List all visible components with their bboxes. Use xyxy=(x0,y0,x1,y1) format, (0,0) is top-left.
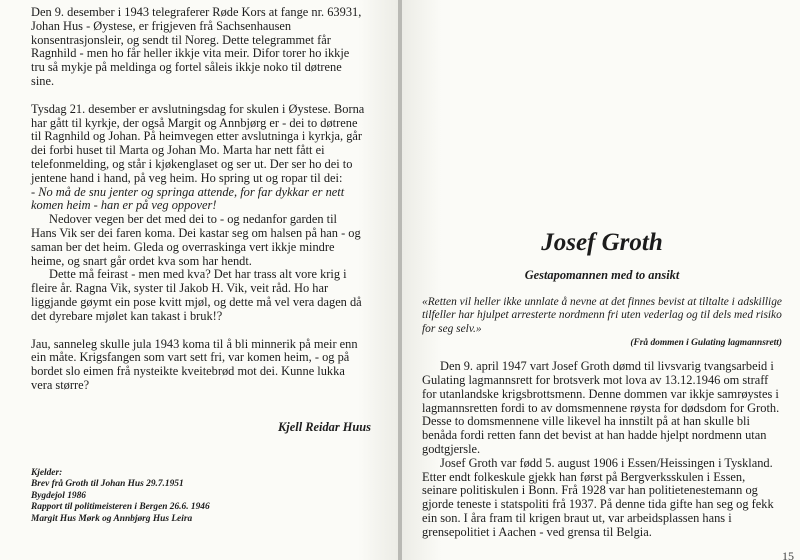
right-paragraph-1: Den 9. april 1947 vart Josef Groth dømd til livsvarig tvangsarbeid i Gulating lagmannsrett for brotsverk mot lova av 13.12.1946 om straff for utanlandske krigsbrottsmenn. Denne dommen var ikkje samrøystes i lagmannsretten fordi to av domsmennene røysta for dødsdom for Groth. Desse to domsmennene ville likevel ha innstilt på at han skulle bli benåda fordi retten fann det bevist at han hadde hjelpt nordmenn utan godtgjersle. xyxy=(422,359,780,456)
right-article-body xyxy=(422,360,782,539)
source-item: Brev frå Groth til Johan Hus 29.7.1951 xyxy=(31,479,184,490)
left-paragraph-3: Nedover vegen ber det med dei to - og nedanfor garden til Hans Vik ser dei faren koma. Dei kastar seg om halsen på han - og saman ber det heim. Gleda og overraskinga vert ikkje mindre heime, og snart går ordet kva som har hendt. xyxy=(31,212,361,268)
left-paragraph-5: Jau, sanneleg skulle jula 1943 koma til å bli minnerik på meir enn ein måte. Krigsfangen som vart sett fri, var komen heim, - og på bordet slo eimen frå nysteikte kveitebrød mot dei. Kunne lukka vera større? xyxy=(31,336,358,392)
right-page xyxy=(402,0,800,560)
source-item: Rapport til politimeisteren i Bergen 26.6. 1946 xyxy=(31,502,210,513)
page-number: 15 xyxy=(782,549,794,560)
article-subtitle: Gestapomannen med to ansikt xyxy=(524,268,680,282)
left-paragraph-1: Den 9. desember i 1943 telegraferer Røde Kors at fange nr. 63931, Johan Hus - Øystese, er frigjeven frå Sachsenhausen konsentrasjonsleir, og sendt til Noreg. Dette telegrammet får Ragnhild - men ho får heller ikkje vita meir. Difor torer ho ikkje tru så mykje på meldinga og fortel såleis ikkje noko til døtrene sine. xyxy=(31,5,362,88)
left-paragraph-quote: - No må de snu jenter og springa attende, for far dykkar er nett komen heim - han er på veg oppover! xyxy=(31,184,345,213)
left-paragraph-4: Dette må feirast - men med kva? Det har trass alt vore krig i fleire år. Ragna Vik, syster til Jakob H. Vik, veit råd. Ho har liggjande gøymt ein pose kvitt mjøl, og dette må vel vera dagen då det dyrebare mjølet kan takast i bruk!? xyxy=(31,267,362,323)
court-quote: «Retten vil heller ikke unnlate å nevne at det finnes bevist at tiltalte i adskillige tilfeller har hjulpet arresterte nordmenn fri uten vederlag og til dels med risiko for seg selv.» xyxy=(422,296,782,335)
right-paragraph-2: Josef Groth var fødd 5. august 1906 i Essen/Heissingen i Tyskland. Etter endt folkeskule gjekk han først på Bergverksskulen i Essen, seinare politiskulen i Bonn. Frå 1928 var han politietenestemann og gjorde teneste i statspoliti frå 1937. På denne tida gifte han seg og fekk ein son. I åra fram til krigen braut ut, var arbeidsplassen hans i grensepolitiet i Aachen - ved grensa til Belgia. xyxy=(422,455,774,539)
right-article xyxy=(422,228,782,540)
article-title: Josef Groth xyxy=(541,229,663,256)
source-item: Bygdejol 1986 xyxy=(31,490,86,501)
left-page xyxy=(0,0,398,560)
sources-list xyxy=(31,468,291,525)
quote-source: (Frå dommen i Gulating lagmannsrett) xyxy=(630,338,782,349)
left-paragraph-2: Tysdag 21. desember er avslutningsdag for skulen i Øystese. Borna har gått til kyrkje, der også Margit og Annbjørg er - dei to døtrene til Ragnhild og Johan. På heimvegen etter avslutninga i kyrkja, går dei forbi huset til Marta og Johan Mo. Marta har nett fått ei telefonmelding, og står i kjøkenglaset og ser ut. Der ser ho dei to jentene hand i hand, på veg heim. Ho spring ut og ropar til dei: xyxy=(31,101,365,185)
author-signature: Kjell Reidar Huus xyxy=(278,420,371,434)
left-article-body xyxy=(31,6,365,393)
source-item: Margit Hus Mørk og Annbjørg Hus Leira xyxy=(31,513,193,524)
sources-label: Kjelder: xyxy=(31,468,63,478)
